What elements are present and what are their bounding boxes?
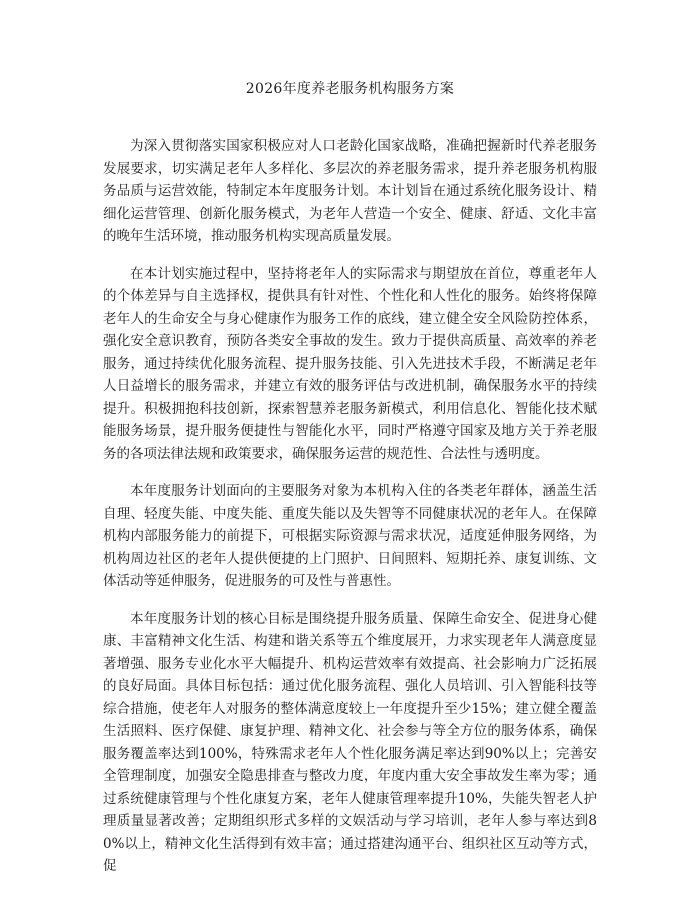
paragraph-service-targets: 本年度服务计划面向的主要服务对象为本机构入住的各类老年群体，涵盖生活自理、轻度失能、中度失能、重度失能以及失智等不同健康状况的老年人。在保障机构内部服务能力的前提下，可根据实际资源与需求状况，适度延伸服务网络，为机构周边社区的老年人提供便捷的上门照护、日间照料、短期托养、康复训练、文体活动等延伸服务，促进服务的可及性与普惠性。 xyxy=(103,483,597,589)
paragraph-intro: 为深入贯彻落实国家积极应对人口老龄化国家战略，准确把握新时代养老服务发展要求，切实满足老年人多样化、多层次的养老服务需求，提升养老服务机构服务品质与运营效能，特制定本年度服务计划。本计划旨在通过系统化服务设计、精细化运营管理、创新化服务模式，为老年人营造一个安全、健康、舒适、文化丰富的晚年生活环境，推动服务机构实现高质量发展。 xyxy=(103,138,597,244)
paragraph-principles: 在本计划实施过程中，坚持将老年人的实际需求与期望放在首位，尊重老年人的个体差异与自主选择权，提供具有针对性、个性化和人性化的服务。始终将保障老年人的生命安全与身心健康作为服务工作的底线，建立健全安全风险防控体系，强化安全意识教育，预防各类安全事故的发生。致力于提供高质量、高效率的养老服务，通过持续优化服务流程、提升服务技能、引入先进技术手段，不断满足老年人日益增长的服务需求，并建立有效的服务评估与改进机制，确保服务水平的持续提升。积极拥抱科技创新，探索智慧养老服务新模式，利用信息化、智能化技术赋能服务场景，提升服务便捷性与智能化水平，同时严格遵守国家及地方关于养老服务的各项法律法规和政策要求，确保服务运营的规范性、合法性与透明度。 xyxy=(103,265,597,462)
document-title: 2026年度养老服务机构服务方案 xyxy=(245,81,455,97)
paragraph-goals: 本年度服务计划的核心目标是围绕提升服务质量、保障生命安全、促进身心健康、丰富精神文化生活、构建和谐关系等五个维度展开，力求实现老年人满意度显著增强、服务专业化水平大幅提升、机构运营效率有效提高、社会影响力广泛拓展的良好局面。具体目标包括：通过优化服务流程、强化人员培训、引入智能科技等综合措施，使老年人对服务的整体满意度较上一年度提升至少15%；建立健全覆盖生活照料、医疗保健、康复护理、精神文化、社会参与等全方位的服务体系，确保服务覆盖率达到100%，特殊需求老年人个性化服务满足率达到90%以上；完善安全管理制度，加强安全隐患排查与整改力度，年度内重大安全事故发生率为零；通过系统健康管理与个性化康复方案，老年人健康管理率提升10%，失能失智老人护理质量显著改善；定期组织形式多样的文娱活动与学习培训，老年人参与率达到80%以上，精神文化生活得到有效丰富；通过搭建沟通平台、组织社区互动等方式，促 xyxy=(103,610,597,874)
